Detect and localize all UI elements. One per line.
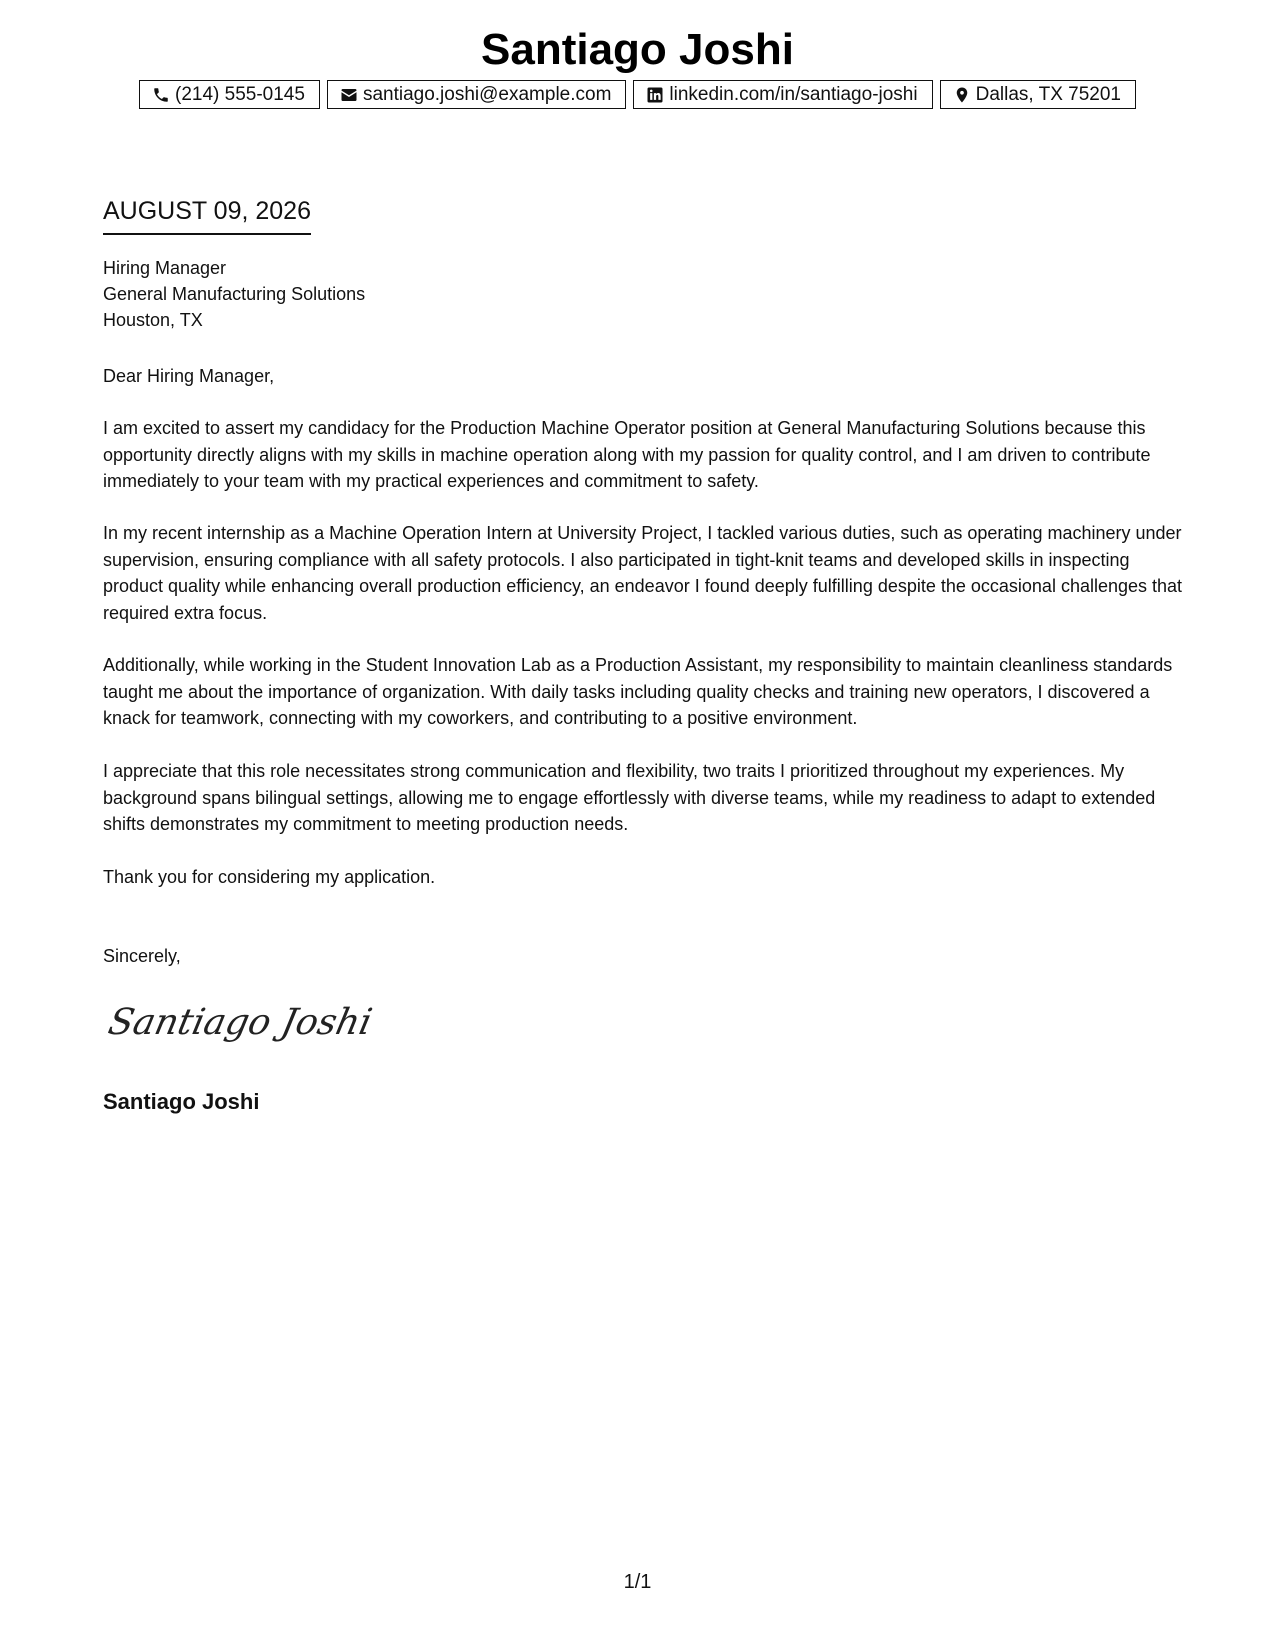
signer-name: Santiago Joshi [103,1089,260,1114]
letter-date-block [103,196,311,235]
location-text: Dallas, TX 75201 [975,83,1121,105]
closing: Sincerely, [103,946,181,966]
recipient-company: General Manufacturing Solutions [103,284,366,304]
recipient-address [103,255,365,333]
salutation: Dear Hiring Manager, [103,366,275,386]
contact-linkedin[interactable] [633,80,932,109]
linkedin-text: linkedin.com/in/santiago-joshi [669,83,918,105]
paragraph-5 [103,864,1183,891]
signature-text: Santiago Joshi [104,1000,376,1043]
paragraph-3 [103,652,1183,732]
envelope-icon [340,86,358,104]
paragraph-2 [103,520,1183,626]
phone-text: (214) 555-0145 [175,83,305,105]
contact-phone[interactable] [139,80,320,109]
contact-bar [0,80,1275,109]
map-pin-icon [953,86,971,104]
paragraph-1 [103,415,1183,495]
paragraph-text: I am excited to assert my candidacy for the Production Machine Operator position at General Manufacturing Solutions because this opportunity directly aligns with my skills in machine operation along with my passion for quality control, and I am driven to contribute immediately to your team with my practical experiences and commitment to safety. [103,418,1151,491]
phone-icon [152,86,170,104]
handwritten-signature [104,990,376,1050]
paragraph-text: Thank you for considering my application. [103,867,436,887]
recipient-title: Hiring Manager [103,258,227,278]
applicant-name: Santiago Joshi [481,25,794,74]
contact-email[interactable] [327,80,626,109]
email-text: santiago.joshi@example.com [362,83,612,105]
linkedin-icon [646,86,664,104]
recipient-location: Houston, TX [103,310,203,330]
paragraph-4 [103,758,1183,838]
contact-location[interactable] [940,80,1136,109]
letter-date: AUGUST 09, 2026 [103,196,311,235]
page-number: 1/1 [623,1571,652,1593]
paragraph-text: In my recent internship as a Machine Operation Intern at University Project, I tackled various duties, such as operating machinery under supervision, ensuring compliance with all safety protocols. I also participated in tight-knit teams and developed skills in inspecting product quality while enhancing overall production efficiency, an endeavor I found deeply fulfilling despite the occasional challenges that required extra focus. [103,523,1183,623]
paragraph-text: I appreciate that this role necessitates strong communication and flexibility, two traits I prioritized throughout my experiences. My background spans bilingual settings, allowing me to engage effortlessly with diverse teams, while my readiness to adapt to extended shifts demonstrates my commitment to meeting production needs. [103,761,1156,834]
paragraph-text: Additionally, while working in the Student Innovation Lab as a Production Assistant, my responsibility to maintain cleanliness standards taught me about the importance of organization. With daily tasks including quality checks and training new operators, I discovered a knack for teamwork, connecting with my coworkers, and contributing to a positive environment. [103,655,1173,728]
